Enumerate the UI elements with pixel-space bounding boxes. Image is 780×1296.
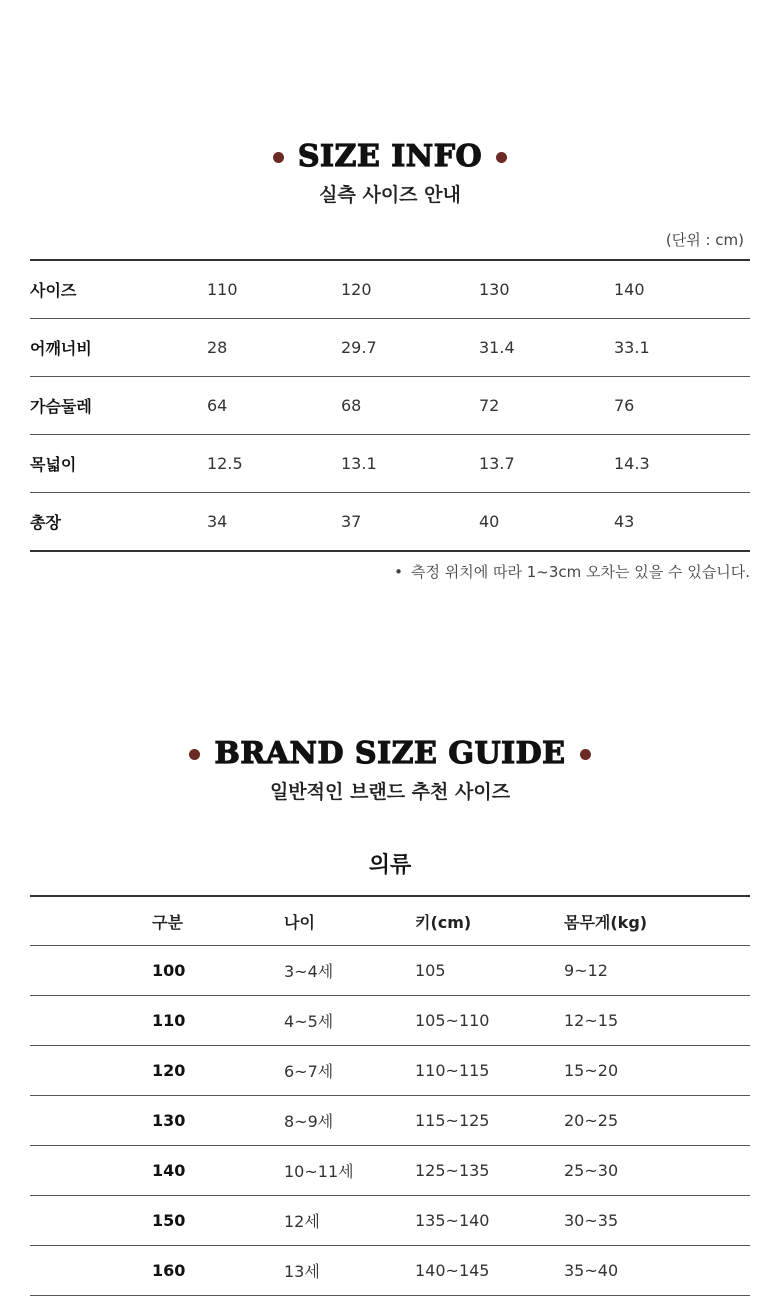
table-cell: 120: [30, 1046, 284, 1096]
table-cell: 가슴둘레: [30, 377, 207, 435]
column-header: 나이: [284, 896, 415, 946]
table-row: [30, 377, 750, 435]
table-row: [30, 1096, 750, 1146]
table-cell: 160: [30, 1246, 284, 1296]
table-cell: 12~15: [564, 996, 750, 1046]
bullet-dot-icon: [496, 152, 507, 163]
table-cell: 76: [614, 377, 750, 435]
category-title: 의류: [368, 853, 412, 878]
table-cell: 125~135: [415, 1146, 564, 1196]
bullet-dot-icon: [580, 749, 591, 760]
table-cell: 13.1: [341, 435, 479, 493]
table-cell: 29.7: [341, 319, 479, 377]
table-cell: 110: [207, 260, 341, 319]
table-cell: 100: [30, 946, 284, 996]
table-cell: 10~11세: [284, 1146, 415, 1196]
table-cell: 33.1: [614, 319, 750, 377]
table-cell: 37: [341, 512, 362, 531]
table-cell: 13.7: [479, 435, 614, 493]
size-info-title: SIZE INFO: [297, 139, 483, 174]
table-cell: 150: [30, 1196, 284, 1246]
table-cell: 14.3: [614, 435, 750, 493]
table-row: [30, 946, 750, 996]
table-cell: 34: [207, 512, 228, 531]
table-cell: 9~12: [564, 946, 750, 996]
column-header: 구분: [30, 896, 284, 946]
table-row: [30, 996, 750, 1046]
table-row: [30, 493, 750, 552]
table-cell: 4~5세: [284, 996, 415, 1046]
size-info-title-row: [0, 140, 780, 174]
table-cell: 68: [341, 377, 479, 435]
bullet-dot-icon: [189, 749, 200, 760]
brand-size-table: [30, 895, 750, 1296]
table-cell: 120: [341, 260, 479, 319]
table-cell: 15~20: [564, 1046, 750, 1096]
table-cell: 135~140: [415, 1196, 564, 1246]
table-header-row: [30, 896, 750, 946]
table-cell: 140~145: [415, 1246, 564, 1296]
table-row: [30, 1146, 750, 1196]
table-cell: 140: [614, 260, 750, 319]
measurement-note: [394, 561, 750, 582]
table-cell: 140: [30, 1146, 284, 1196]
table-cell: 110~115: [415, 1046, 564, 1096]
table-cell: 8~9세: [284, 1096, 415, 1146]
table-row: [30, 319, 750, 377]
table-cell: 105~110: [415, 996, 564, 1046]
size-info-subtitle: 실측 사이즈 안내: [319, 184, 461, 206]
table-cell: 110: [30, 996, 284, 1046]
table-cell: 115~125: [415, 1096, 564, 1146]
brand-guide-title: BRAND SIZE GUIDE: [214, 736, 566, 771]
table-cell: 64: [207, 377, 341, 435]
column-header: 키(cm): [415, 896, 564, 946]
brand-guide-subtitle: 일반적인 브랜드 추천 사이즈: [269, 781, 511, 803]
table-cell: 130: [30, 1096, 284, 1146]
table-cell: 목넓이: [30, 435, 207, 493]
table-cell: 6~7세: [284, 1046, 415, 1096]
brand-guide-header: [0, 737, 780, 804]
table-row: [30, 260, 750, 319]
table-cell: 총장: [30, 513, 61, 532]
size-info-table: [30, 259, 750, 552]
table-cell: 35~40: [564, 1246, 750, 1296]
table-cell: 105: [415, 946, 564, 996]
table-cell: 28: [207, 319, 341, 377]
column-header: 몸무게(kg): [564, 896, 750, 946]
table-cell: 13세: [284, 1246, 415, 1296]
table-row: [30, 1046, 750, 1096]
unit-label: (단위 : cm): [665, 231, 744, 249]
table-cell: 130: [479, 260, 614, 319]
table-row: [30, 435, 750, 493]
size-info-header: [0, 140, 780, 207]
table-row: [30, 1196, 750, 1246]
table-cell: 72: [479, 377, 614, 435]
table-cell: 사이즈: [30, 260, 207, 319]
table-cell: 어깨너비: [30, 319, 207, 377]
table-cell: 3~4세: [284, 946, 415, 996]
table-cell: 12.5: [207, 435, 341, 493]
table-row: [30, 1246, 750, 1296]
table-cell: 25~30: [564, 1146, 750, 1196]
table-cell: 30~35: [564, 1196, 750, 1246]
table-cell: 43: [614, 512, 635, 531]
table-cell: 20~25: [564, 1096, 750, 1146]
note-bullet: •: [394, 563, 403, 581]
brand-guide-title-row: [0, 737, 780, 771]
table-cell: 12세: [284, 1196, 415, 1246]
table-cell: 40: [479, 512, 500, 531]
bullet-dot-icon: [273, 152, 284, 163]
note-text: 측정 위치에 따라 1~3cm 오차는 있을 수 있습니다.: [411, 563, 750, 581]
table-cell: 31.4: [479, 319, 614, 377]
